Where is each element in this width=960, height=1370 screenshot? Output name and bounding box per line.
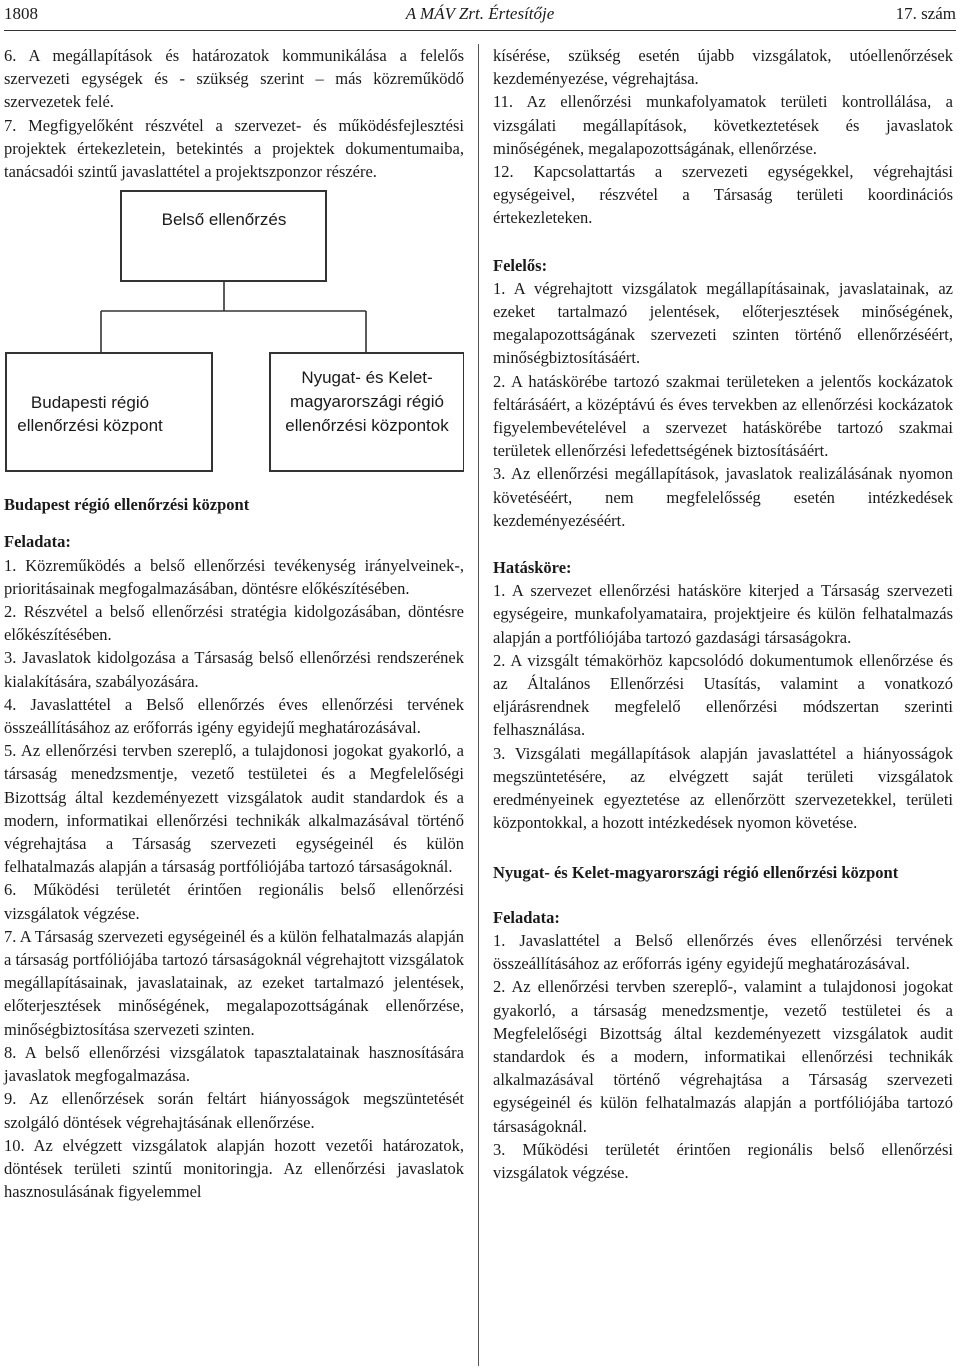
list-item: 6. A megállapítások és határozatok kommunikálása a felelős szervezeti egységek és - szükség szerint – más közreműködő szervezetek felé. xyxy=(4,46,464,112)
list-item: 11. Az ellenőrzési munkafolyamatok területi kontrollálása, a vizsgálati megállapítások, következtetések és javaslatok minőségének, megalapozottságának, ellenőrzése. xyxy=(493,92,953,158)
org-chart xyxy=(4,183,464,479)
list-item: 4. Javaslattétel a Belső ellenőrzés éves ellenőrzési tervének összeállításához az erőforrás igény egyidejű meghatározásával. xyxy=(4,694,464,738)
list-item: 1. Közreműködés a belső ellenőrzési tevékenység irányelveinek-, prioritásainak megfogalmazásában, döntésre előkészítésében. xyxy=(4,555,464,598)
list-item: 7. A Társaság szervezeti egységeinél és a külön felhatalmazás alapján a társaság portfóliójába tartozó társaságoknál végrehajtott vizsgálatok megállapításainak, javaslatainak, az ezeket tartalmazó jelentések, előterjesztések minőségének, megalapozottságának ellenőrzése, minőségbiztosítása szervezeti szinten. xyxy=(4,926,464,1039)
org-chart-svg xyxy=(4,183,464,479)
org-left-label-1: Budapesti régió xyxy=(30,393,150,413)
list-item: 12. Kapcsolattartás a szervezeti egységekkel, végrehajtási egységeivel, részvétel a Társaság területi koordinációs értekezleteken. xyxy=(493,162,953,228)
list-item: 1. A végrehajtott vizsgálatok megállapításainak, javaslatainak, az ezeket tartalmazó jelentések, előterjesztések minőségének, megalapozottságának szervezeti szinten történő ellenőrzéséért, minőségbiztosításáért. xyxy=(493,278,953,368)
feladata-heading: Feladata: xyxy=(4,532,71,552)
org-box-left xyxy=(6,353,212,471)
list-item: 3. Működési területét érintően regionális belső ellenőrzési vizsgálatok végzése. xyxy=(493,1139,953,1182)
list-item: 3. Javaslatok kidolgozása a Társaság belső ellenőrzési rendszerének kialakítására, szabályozására. xyxy=(4,648,464,691)
list-item: 2. A hatáskörébe tartozó szakmai területeken a jelentős kockázatok feltárásáért, a középtávú és éves tervekben az ellenőrzési kockázatok figyelembevételével a szervezet hatáskörébe tartozó szakmai területek ellenőrzési lefedettségének biztosításáért. xyxy=(493,371,953,461)
section-title-2: Nyugat- és Kelet-magyarországi régió ellenőrzési központ xyxy=(493,862,899,882)
feladata2-heading: Feladata: xyxy=(493,907,560,927)
list-item: 2. Részvétel a belső ellenőrzési stratégia kidolgozásában, döntésre előkészítésében. xyxy=(4,602,464,645)
left-column xyxy=(4,44,464,1203)
hataskore-heading: Hatásköre: xyxy=(493,558,572,578)
list-item: 8. A belső ellenőrzési vizsgálatok tapasztalatainak hasznosítására javaslatok megfogalmazása. xyxy=(4,1042,464,1086)
list-item: 5. Az ellenőrzési tervben szereplő, a tulajdonosi jogokat gyakorló, a társaság menedzsmentje, vezető testületei és a Megfelelőségi Bizottság által kezdeményezett vizsgálatok audit standardok és a modern, informatikai ellenőrzési technikák alkalmazásával történő végrehajtása a Társaság szervezeti egységeinél és külön felhatalmazás alapján a társaság portfóliójába tartozó társaságoknál. xyxy=(4,741,464,877)
list-item: 3. Vizsgálati megállapítások alapján javaslattétel a hiányosságok megszüntetésére, az elvégzett saját területi vizsgálatok eredményeinek egyeztetése az ellenőrzött szervezetekkel, területi központokkal, a hozott intézkedések nyomon követése. xyxy=(493,743,953,833)
right-column xyxy=(493,44,953,1184)
list-item: 6. Működési területét érintően regionális belső ellenőrzési vizsgálatok végzése. xyxy=(4,880,464,923)
org-right-label-2: magyarországi régió xyxy=(289,392,445,412)
list-item: 9. Az ellenőrzések során feltárt hiányosságok megszüntetését szolgáló döntések végrehajtásának ellenőrzése. xyxy=(4,1089,464,1132)
column-divider xyxy=(478,44,479,1366)
list-item: 2. Az ellenőrzési tervben szereplő-, valamint a tulajdonosi jogokat gyakorló, a társaság menedzsmentje, vezető testületei és a Megfelelőségi Bizottság által kezdeményezett vizsgálatok audit standardok és a modern, informatikai ellenőrzési technikák alkalmazásával történő végrehajtása a Társaság szervezeti egységeinél és külön felhatalmazás alapján a portfóliójába tartozó társaságoknál. xyxy=(493,977,953,1136)
org-box-top xyxy=(121,191,326,281)
page-number: 1808 xyxy=(4,4,38,23)
list-item: 10. Az elvégzett vizsgálatok alapján hozott vezetői határozatok, döntések területi szintű monitoringja. Az ellenőrzési javaslatok hasznosulásának figyelemmel xyxy=(4,1135,464,1202)
org-top-label: Belső ellenőrzés xyxy=(161,210,287,230)
list-item: 2. A vizsgált témakörhöz kapcsolódó dokumentumok ellenőrzése és az Általános Ellenőrzési Utasítás, valamint a vonatkozó eljárásrendnek megfelelő ellenőrzési módszertan szerinti felhasználása. xyxy=(493,650,953,740)
list-item: 1. Javaslattétel a Belső ellenőrzés éves ellenőrzési tervének összeállításához az erőforrás igény egyidejű meghatározásával. xyxy=(493,930,953,974)
felelos-heading: Felelős: xyxy=(493,255,548,275)
section-title: Budapest régió ellenőrzési központ xyxy=(4,495,250,515)
list-item: 7. Megfigyelőként részvétel a szervezet- és működésfejlesztési projektek értekezletein, betekintés a projektek dokumentumaiba, tanácsadói szintű javaslattétel a projektszponzor részére. xyxy=(4,115,464,182)
continuation-text: kísérése, szükség esetén újabb vizsgálatok, utóellenőrzések kezdeményezése, végrehajtása. xyxy=(493,46,953,89)
org-right-label-1: Nyugat- és Kelet- xyxy=(301,368,433,388)
page-header xyxy=(4,0,956,31)
org-left-label-2: ellenőrzési központ xyxy=(17,416,163,436)
org-connectors xyxy=(101,281,366,353)
list-item: 1. A szervezet ellenőrzési hatásköre kiterjed a Társaság szervezeti egységeire, munkafolyamataira, projektjeire és külön felhatalmazás alapján a portfóliójába tartozó gazdasági társaságokra. xyxy=(493,581,953,647)
journal-title: A MÁV Zrt. Értesítője xyxy=(405,4,555,23)
issue-number: 17. szám xyxy=(895,4,956,23)
org-right-label-3: ellenőrzési központok xyxy=(285,416,449,436)
list-item: 3. Az ellenőrzési megállapítások, javaslatok realizálásának nyomon követéséért, nem megfelelősség esetén intézkedések kezdeményezéséért. xyxy=(493,464,953,530)
